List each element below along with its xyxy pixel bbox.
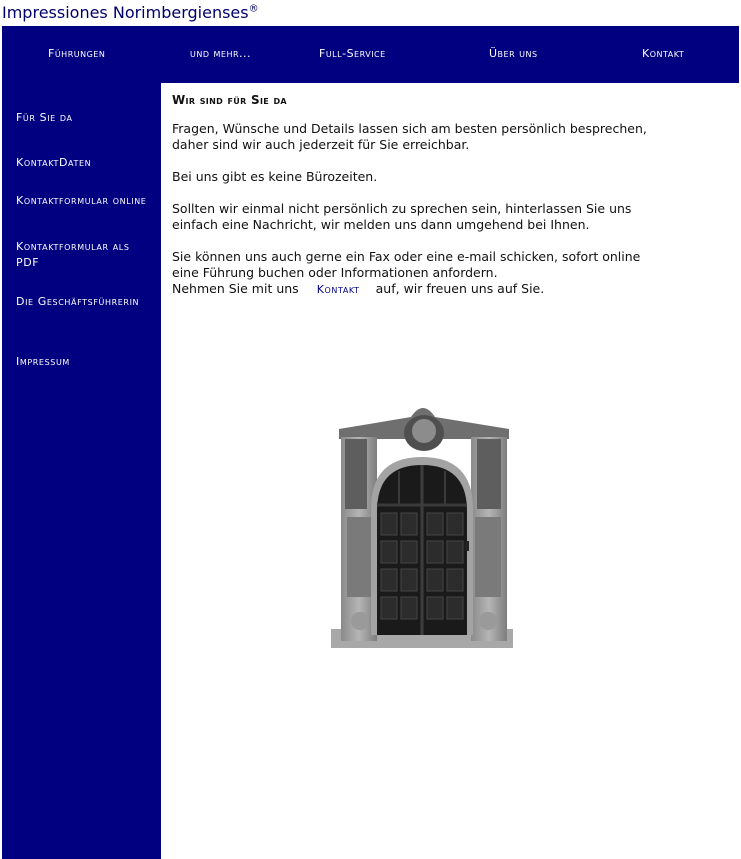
closing-text-after: auf, wir freuen uns auf Sie. <box>375 281 545 296</box>
paragraph-message: Sollten wir einmal nicht persönlich zu sprechen sein, hinterlassen Sie uns einfach eine Nachricht, wir melden uns dann umgehend bei Ihnen. <box>172 201 632 232</box>
sidebar-item-kontaktformular-pdf[interactable]: Kontaktformular als PDF <box>16 240 130 269</box>
topnav-item-und-mehr[interactable]: und mehr... <box>190 47 252 60</box>
topnav-item-kontakt[interactable]: Kontakt <box>642 47 685 60</box>
site-title-text: Impressiones Norimbergienses <box>2 3 249 22</box>
paragraph-office-hours: Bei uns gibt es keine Bürozeiten. <box>172 169 378 184</box>
kontakt-link[interactable]: Kontakt <box>316 283 360 296</box>
page-heading: Wir sind für Sie da <box>172 93 287 107</box>
portal-photo <box>331 399 513 648</box>
paragraph-intro: Fragen, Wünsche und Details lassen sich am besten persönlich besprechen, daher sind wir auch jederzeit für Sie erreichbar. <box>172 121 647 152</box>
site-title <box>2 3 259 22</box>
topnav-item-full-service[interactable]: Full-Service <box>319 47 386 60</box>
closing-line <box>172 281 652 298</box>
sidebar-item-fuer-sie-da[interactable]: Für Sie da <box>16 111 73 124</box>
main-content <box>172 92 652 298</box>
topnav-item-ueber-uns[interactable]: Über uns <box>489 47 538 60</box>
sidebar-item-geschaeftsfuehrerin[interactable]: Die Geschäftsführerin <box>16 295 140 308</box>
topnav-item-fuehrungen[interactable]: Führungen <box>48 47 106 60</box>
sidebar-item-kontaktformular-online[interactable]: Kontaktformular online <box>16 194 147 207</box>
closing-text-before: Nehmen Sie mit uns <box>172 281 299 296</box>
top-navigation <box>2 26 739 83</box>
registered-mark: ® <box>248 3 259 15</box>
sidebar-item-impressum[interactable]: Impressum <box>16 355 70 368</box>
sidebar <box>2 83 161 859</box>
paragraph-contact <box>172 249 652 298</box>
paragraph-fax-email: Sie können uns auch gerne ein Fax oder eine e-mail schicken, sofort online eine Führung buchen oder Informationen anfordern. <box>172 249 641 280</box>
sidebar-item-kontaktdaten[interactable]: KontaktDaten <box>16 156 92 169</box>
